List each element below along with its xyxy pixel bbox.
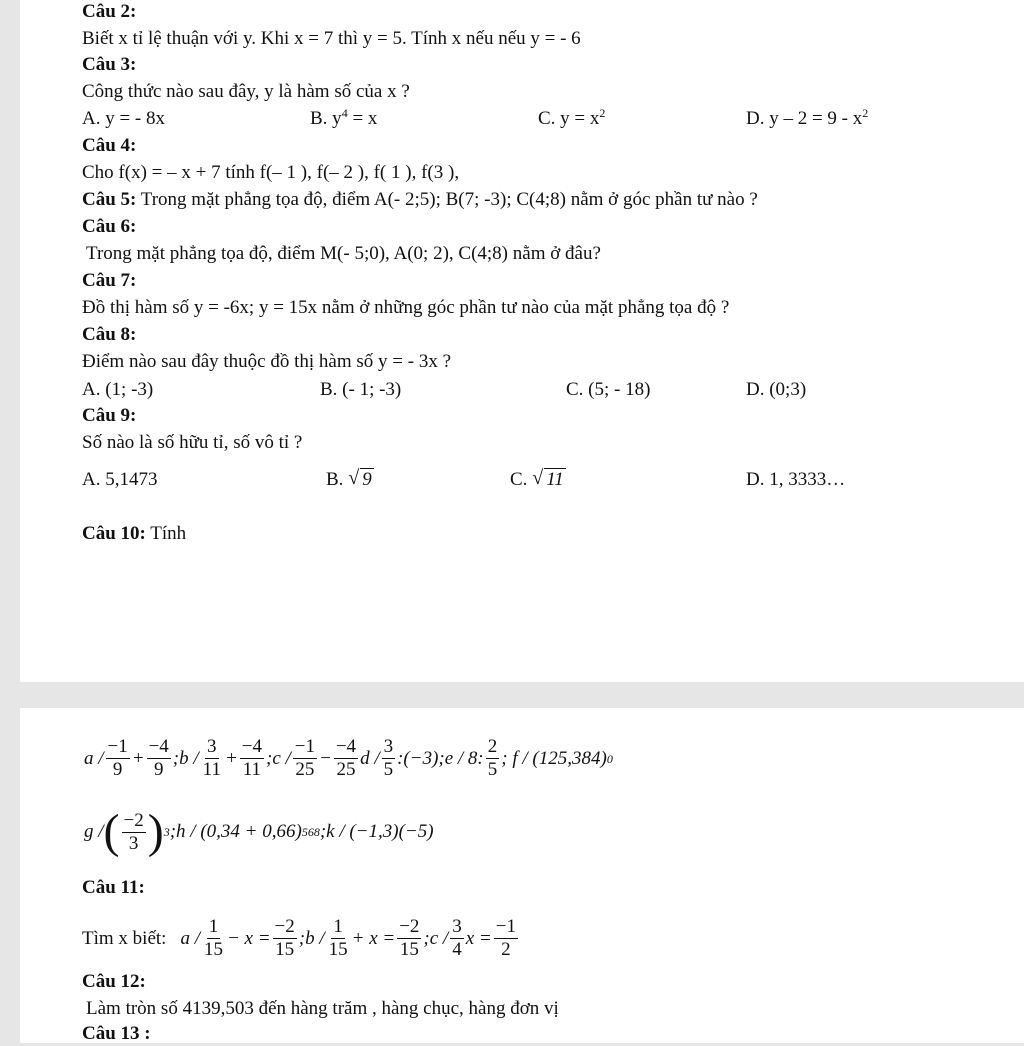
q9-option-d: D. 1, 3333… (746, 469, 846, 490)
sqrt-symbol: √ 9 (348, 467, 372, 490)
q3-heading: Câu 3: (82, 54, 137, 75)
q8-heading: Câu 8: (82, 324, 137, 345)
q2-text: Biết x tỉ lệ thuận với y. Khi x = 7 thì y = 5. Tính x nếu nếu y = - 6 (82, 28, 581, 49)
document-page-1 (20, 0, 1024, 682)
q8-option-d: D. (0;3) (746, 379, 807, 400)
q2-heading: Câu 2: (82, 1, 137, 22)
q12-text: Làm tròn số 4139,503 đến hàng trăm , hàng chục, hàng đơn vị (86, 998, 559, 1019)
q10-line (82, 522, 186, 546)
q8-option-b: B. (- 1; -3) (320, 379, 402, 400)
q3-text: Công thức nào sau đây, y là hàm số của x ? (82, 81, 410, 102)
q4-heading: Câu 4: (82, 135, 137, 156)
q10-expressions-row1: a / $\frac{-1}{9}$ + $\frac{-4}{9}$ ;b / $\frac{3}{11}$ + $\frac{-4}{11}$ ;c / $\frac{-1}{25}$ − $\frac{-4}{25}$ d / $\frac{3}{5}$ :(−3);e / 8: $\frac{2}{5}$ ; f / (125,384) 0 (84, 736, 613, 780)
q11-expressions: Tìm x biết: a / $\frac{1}{15}$ − x = $\frac{-2}{15}$ ;b / $\frac{1}{15}$ + x = $\frac{-2}{15}$ ;c / $\frac{3}{4}$ x = $\frac{-1}{2}$ (82, 916, 516, 960)
document-page-2 (20, 708, 1024, 1043)
sqrt-symbol: √ 11 (532, 467, 564, 490)
q9-option-b: B. √ 9 (326, 467, 372, 490)
q3-option-a: A. y = - 8x (82, 108, 166, 129)
q6-text: Trong mặt phẳng tọa độ, điểm M(- 5;0), A(0; 2), C(4;8) nằm ở đâu? (86, 243, 601, 264)
q4-text: Cho f(x) = – x + 7 tính f(– 1 ), f(– 2 ), f( 1 ), f(3 ), (82, 162, 460, 183)
q5-heading: Câu 5: (82, 189, 137, 210)
q6-heading: Câu 6: (82, 216, 137, 237)
q11-heading: Câu 11: (82, 877, 145, 898)
q7-text: Đồ thị hàm số y = -6x; y = 15x nằm ở những góc phần tư nào của mặt phẳng tọa độ ? (82, 297, 730, 318)
q9-text: Số nào là số hữu tỉ, số vô tỉ ? (82, 432, 303, 453)
q3-option-b: B. $y^4 = x$ (310, 106, 378, 129)
q8-option-c: C. (5; - 18) (566, 379, 651, 400)
q5-line (82, 188, 758, 212)
q9-option-c: C. √ 11 (510, 467, 564, 490)
q9-heading: Câu 9: (82, 405, 137, 426)
q8-text: Điểm nào sau đây thuộc đồ thị hàm số y = - 3x ? (82, 351, 452, 372)
q3-option-d: D. $y - 2 = 9 - x^2$ (746, 106, 869, 129)
q10-heading: Câu 10: (82, 523, 146, 544)
q7-heading: Câu 7: (82, 270, 137, 291)
q12-heading: Câu 12: (82, 971, 146, 992)
q3-option-c: C. $y = x^2$ (538, 106, 606, 129)
q13-heading: Câu 13 : (82, 1023, 151, 1044)
q8-option-a: A. (1; -3) (82, 379, 154, 400)
q5-text: Trong mặt phẳng tọa độ, điểm A(- 2;5); B(7; -3); C(4;8) nằm ở góc phần tư nào ? (136, 189, 758, 210)
q9-option-a: A. 5,1473 (82, 469, 158, 490)
q10-text: Tính (145, 523, 187, 544)
q10-expressions-row2: g / ( $\frac{-2}{3}$ ) 3 ;h / (0,34 + 0,66) 568 ;k / (−1,3)(−5) (84, 805, 434, 858)
